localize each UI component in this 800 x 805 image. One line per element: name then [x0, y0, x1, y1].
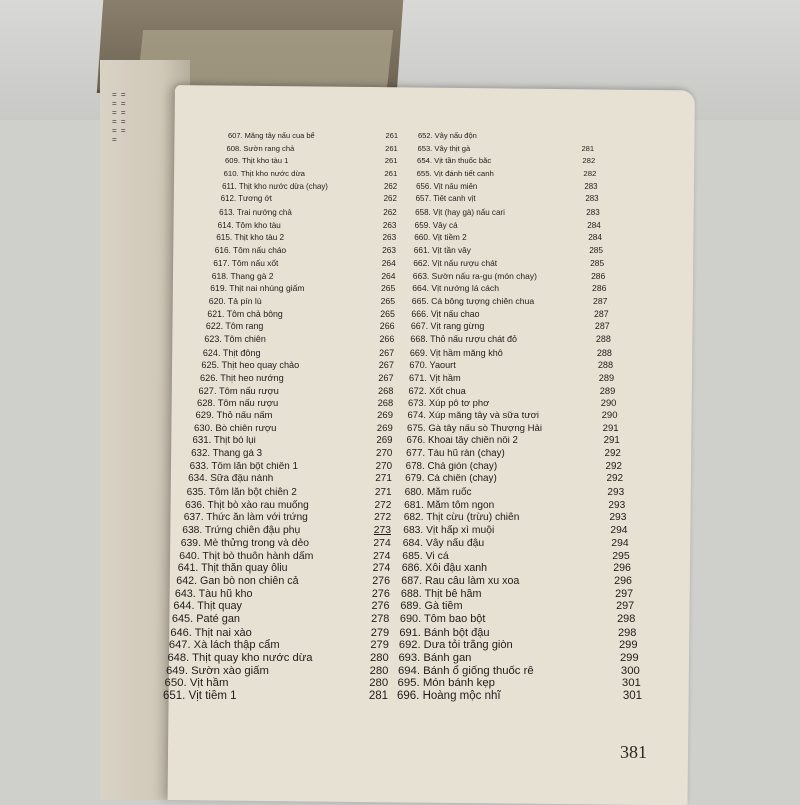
- index-entry: [416, 195, 599, 204]
- entry-title: 681. Mắm tôm ngon: [404, 499, 495, 511]
- index-entry: [401, 589, 633, 601]
- entry-title: 611. Thịt kho nước dừa (chay): [222, 182, 328, 191]
- entry-page: 291: [603, 435, 620, 447]
- entry-title: 659. Vây cá: [414, 220, 458, 230]
- index-entry: [406, 462, 622, 473]
- entry-page: 261: [384, 169, 398, 179]
- entry-page: 299: [618, 639, 638, 652]
- index-entry: [166, 665, 389, 677]
- entry-title: 650. Vịt hầm: [164, 677, 229, 690]
- index-entry: [415, 221, 601, 230]
- index-entry: [175, 589, 390, 601]
- entry-title: 663. Sườn nấu ra-gu (món chay): [412, 271, 537, 281]
- entry-title: 679. Cá chiên (chay): [405, 474, 497, 485]
- index-entry: [219, 208, 397, 217]
- index-entry: [200, 373, 394, 383]
- entry-title: 664. Vịt nướng lá cách: [412, 284, 499, 294]
- index-entry: [196, 411, 394, 422]
- index-entry: [218, 221, 397, 230]
- entry-page: 272: [374, 499, 392, 511]
- entry-page: 294: [610, 525, 628, 537]
- entry-title: 635. Tôm lăn bột chiên 2: [186, 487, 297, 499]
- entry-title: 683. Vịt hấp xì muội: [403, 525, 495, 537]
- entry-title: 666. Vịt nấu chao: [411, 309, 480, 319]
- index-entry: [185, 500, 391, 511]
- entry-title: 656. Vịt nấu miến: [416, 182, 478, 191]
- index-entry: [397, 690, 642, 703]
- entry-title: 660. Vịt tiềm 2: [414, 233, 467, 243]
- index-entry: [399, 627, 636, 639]
- entry-title: 653. Vây thịt gà: [417, 144, 471, 153]
- index-entry: [406, 449, 621, 460]
- index-entry: [170, 627, 389, 639]
- entry-title: 696. Hoàng mộc nhĩ: [397, 690, 501, 702]
- entry-title: 687. Rau câu làm xu xoa: [401, 575, 520, 587]
- entry-title: 686. Xôi đậu xanh: [401, 563, 488, 575]
- index-entry: [210, 284, 395, 294]
- entry-page: 266: [379, 333, 395, 344]
- entry-title: 655. Vịt đánh tiết canh: [416, 170, 494, 179]
- entry-page: 267: [378, 372, 394, 383]
- index-entry: [182, 525, 391, 536]
- entry-title: 676. Khoai tây chiên nổi 2: [406, 436, 518, 447]
- entry-title: 695. Món bánh kẹp: [397, 677, 496, 690]
- index-entry: [415, 208, 600, 217]
- index-entry: [173, 601, 389, 613]
- index-entry: [222, 183, 397, 192]
- entry-page: 296: [614, 574, 632, 587]
- index-entry: [194, 424, 393, 435]
- entry-page: 274: [372, 549, 391, 562]
- index-entry: [417, 170, 597, 179]
- entry-title: 608. Sườn rang chả: [226, 144, 295, 153]
- index-entry: [228, 132, 398, 141]
- entry-title: 616. Tôm nấu cháo: [214, 246, 287, 256]
- entry-title: 613. Trai nướng chả: [219, 208, 292, 218]
- entry-page: 271: [375, 473, 392, 485]
- index-entry: [409, 373, 614, 383]
- entry-title: 621. Tôm chả bông: [207, 309, 283, 319]
- entry-page: 286: [592, 283, 607, 294]
- entry-title: 648. Thịt quay kho nước dừa: [167, 651, 313, 664]
- index-entry: [167, 652, 388, 664]
- index-entry: [213, 259, 396, 268]
- entry-title: 627. Tôm nấu rượu: [198, 385, 279, 396]
- index-entry: [410, 335, 610, 345]
- entry-title: 675. Gà tây nấu sò Thượng Hải: [407, 423, 543, 434]
- entry-title: 682. Thịt cừu (trừu) chiên: [403, 512, 520, 524]
- entry-page: 263: [382, 220, 397, 230]
- entry-page: 276: [371, 600, 390, 613]
- entry-page: 269: [376, 435, 393, 447]
- entry-page: 281: [368, 690, 388, 702]
- entry-title: 651. Vịt tiềm 1: [163, 690, 237, 702]
- entry-page: 301: [622, 690, 642, 702]
- entry-page: 267: [379, 347, 395, 358]
- entry-title: 644. Thịt quay: [173, 601, 242, 613]
- entry-page: 261: [385, 143, 398, 153]
- entry-title: 615. Thịt kho tàu 2: [216, 233, 285, 243]
- entry-title: 625. Thịt heo quay chảo: [201, 360, 300, 371]
- entry-title: 640. Thịt bò thuôn hành dấm: [179, 550, 314, 562]
- entry-page: 282: [582, 156, 596, 166]
- entry-page: 273: [373, 525, 391, 537]
- entry-page: [563, 132, 593, 141]
- index-entry: [408, 398, 616, 408]
- entry-page: 274: [373, 537, 391, 549]
- entry-title: 668. Thỏ nấu rượu chát đỏ: [410, 334, 517, 344]
- entry-page: 295: [612, 549, 630, 562]
- entry-page: 268: [377, 385, 394, 396]
- index-entry: [191, 449, 392, 460]
- index-entry: [413, 259, 604, 268]
- entry-title: 690. Tôm bao bột: [399, 613, 486, 625]
- gutter-text-marks: = = = = = = = = = = =: [112, 90, 127, 144]
- index-entry: [416, 183, 597, 192]
- index-entry: [411, 310, 608, 320]
- entry-page: 292: [605, 460, 622, 472]
- index-entry: [215, 246, 396, 255]
- entry-page: 262: [383, 181, 398, 191]
- entry-title: 637. Thức ăn làm với trứng: [183, 512, 308, 524]
- entry-title: 639. Mè thửng trong và dẻo: [180, 537, 309, 549]
- entry-page: 284: [588, 233, 602, 243]
- entry-title: 685. Vi cá: [402, 550, 449, 562]
- index-entry: [164, 677, 388, 689]
- entry-page: 294: [611, 537, 629, 549]
- entry-title: 692. Dưa tỏi trắng giòn: [398, 639, 513, 652]
- entry-title: 694. Bánh ổ giống thuốc rê: [397, 664, 534, 677]
- index-entry: [414, 246, 603, 255]
- entry-title: 672. Xốt chua: [408, 385, 466, 396]
- entry-page: 265: [380, 283, 396, 294]
- entry-title: 643. Tàu hũ kho: [174, 588, 253, 600]
- entry-title: 641. Thịt thăn quay ôliu: [177, 563, 288, 575]
- entry-title: 689. Gà tiềm: [400, 601, 463, 613]
- entry-page: 288: [595, 333, 611, 344]
- entry-page: 265: [380, 308, 395, 319]
- index-entry: [206, 322, 395, 332]
- index-entry: [193, 436, 393, 447]
- entry-title: 632. Thang gà 3: [191, 449, 263, 460]
- index-entry: [397, 677, 640, 689]
- index-entry: [413, 272, 606, 282]
- index-entry: [412, 297, 608, 307]
- entry-title: 618. Thang gà 2: [211, 271, 274, 281]
- entry-page: 278: [371, 612, 390, 625]
- entry-title: 678. Chả giòn (chay): [405, 461, 498, 472]
- index-entry: [209, 297, 395, 307]
- entry-page: 276: [372, 574, 391, 587]
- entry-title: 642. Gan bò non chiên cả: [176, 575, 299, 587]
- entry-title: 612. Tương ớt: [220, 195, 272, 204]
- entry-page: 269: [377, 410, 393, 421]
- entry-title: 619. Thịt nai nhúng giấm: [210, 284, 305, 294]
- entry-title: 657. Tiết canh vịt: [415, 195, 476, 204]
- entry-page: 288: [596, 347, 612, 358]
- index-entry: [198, 386, 393, 396]
- entry-page: 297: [616, 600, 635, 613]
- index-entry: [410, 348, 612, 358]
- entry-page: 298: [618, 626, 637, 639]
- index-entry: [403, 538, 629, 549]
- entry-title: 667. Vịt rang gừng: [410, 322, 485, 332]
- entry-title: 630. Bò chiên rượu: [194, 423, 277, 434]
- entry-title: 631. Thịt bò lụi: [192, 436, 256, 447]
- entry-page: 301: [621, 677, 641, 690]
- index-entry: [400, 601, 634, 613]
- index-entry: [187, 487, 392, 498]
- index-entry: [169, 639, 389, 651]
- entry-page: 292: [604, 448, 621, 460]
- entry-page: 280: [369, 664, 389, 677]
- entry-title: 684. Vây nấu đậu: [402, 537, 485, 549]
- index-entry: [411, 322, 610, 332]
- index-entry: [402, 551, 630, 563]
- entry-page: 262: [383, 194, 397, 204]
- entry-page: 298: [617, 612, 636, 625]
- entry-title: 620. Tả pín lù: [208, 296, 262, 306]
- entry-title: 649. Sườn xào giấm: [165, 664, 269, 677]
- index-entry: [407, 436, 620, 447]
- entry-title: 665. Cá bông tượng chiên chua: [411, 296, 535, 306]
- entry-page: 287: [593, 308, 609, 319]
- index-entry: [399, 639, 638, 651]
- entry-page: 282: [583, 169, 597, 179]
- entry-page: 271: [374, 487, 392, 499]
- index-entry: [408, 386, 615, 396]
- index-entry: [225, 157, 398, 166]
- entry-page: 279: [370, 639, 389, 652]
- entry-page: 264: [381, 270, 396, 281]
- index-entry: [408, 411, 618, 422]
- entry-title: 647. Xà lách thập cẩm: [168, 639, 280, 652]
- entry-page: 270: [376, 448, 393, 460]
- entry-page: 285: [589, 245, 604, 256]
- index-entry: [401, 576, 632, 588]
- index-entry: [212, 272, 396, 282]
- entry-title: 691. Bánh bột đậu: [399, 626, 490, 639]
- index-entry: [176, 576, 390, 588]
- index-entry: [227, 145, 398, 154]
- index-entry: [398, 652, 638, 664]
- index-entry: [179, 551, 390, 563]
- index-entry: [172, 614, 390, 626]
- entry-page: 293: [608, 499, 626, 511]
- entry-title: 673. Xúp pô tơ phơ: [407, 398, 490, 409]
- entry-page: 291: [602, 422, 619, 434]
- entry-title: 623. Tôm chiên: [204, 334, 266, 344]
- entry-title: 638. Trứng chiên đậu phụ: [182, 525, 301, 537]
- entry-title: 628. Tôm nấu rượu: [196, 398, 279, 409]
- entry-title: 634. Sữa đậu nành: [188, 474, 274, 485]
- entry-page: 279: [370, 626, 390, 639]
- index-entry: [216, 233, 396, 242]
- index-entry: [181, 538, 391, 549]
- entry-page: 262: [383, 208, 397, 218]
- entry-title: 626. Thịt heo nướng: [199, 372, 284, 383]
- index-entry: [412, 284, 606, 294]
- entry-title: 658. Vịt (hay gà) nấu cari: [415, 208, 505, 218]
- entry-page: 261: [384, 156, 398, 166]
- index-entry: [201, 360, 394, 370]
- index-entry: [402, 563, 631, 575]
- entry-page: 267: [378, 360, 394, 371]
- index-entry: [178, 563, 391, 575]
- entry-title: 693. Bánh gan: [398, 651, 472, 664]
- index-entry: [203, 348, 394, 358]
- entry-title: 661. Vịt tần vây: [413, 246, 471, 256]
- index-entry: [418, 132, 593, 141]
- entry-page: 287: [593, 295, 608, 306]
- index-entry: [400, 614, 635, 626]
- entry-title: 662. Vịt nấu rượu chát: [413, 258, 498, 268]
- entry-title: 669. Vịt hầm măng khô: [409, 347, 503, 358]
- entry-page: 264: [381, 257, 396, 268]
- index-entry: [207, 310, 395, 320]
- entry-title: 646. Thịt nai xào: [170, 626, 252, 639]
- entry-title: 671. Vịt hầm: [408, 372, 461, 383]
- entry-title: 607. Măng tây nấu cua bể: [228, 132, 315, 140]
- index-entry: [404, 512, 627, 523]
- entry-page: 290: [601, 410, 618, 421]
- index-entry: [190, 462, 393, 473]
- entry-page: 283: [584, 181, 598, 191]
- entry-page: 289: [598, 372, 615, 383]
- entry-page: 297: [615, 587, 634, 600]
- entry-page: 288: [597, 360, 614, 371]
- entry-page: 292: [606, 473, 624, 485]
- entry-page: 280: [369, 651, 389, 664]
- entry-page: 281: [581, 143, 595, 153]
- entry-title: 622. Tôm rang: [205, 322, 264, 332]
- index-entry: [224, 170, 398, 179]
- entry-title: 677. Tàu hũ rán (chay): [406, 449, 505, 460]
- entry-page: 270: [375, 460, 393, 472]
- entry-title: 609. Thịt kho tàu 1: [225, 157, 289, 166]
- entry-page: 265: [380, 295, 396, 306]
- entry-page: 276: [371, 587, 390, 600]
- entry-page: 269: [376, 422, 393, 434]
- entry-page: 299: [619, 651, 639, 664]
- entry-page: 289: [599, 385, 616, 396]
- entry-title: 688. Thịt bê hầm: [400, 588, 482, 600]
- index-entry: [418, 145, 595, 154]
- entry-title: 680. Mắm ruốc: [404, 487, 472, 499]
- index-entry: [204, 335, 394, 345]
- entry-page: 268: [377, 397, 394, 409]
- entry-title: 674. Xúp măng tây và sữa tươi: [407, 411, 539, 421]
- index-entry: [398, 665, 640, 677]
- entry-title: 654. Vịt tần thuốc bắc: [417, 157, 492, 166]
- entry-title: 614. Tôm kho tàu: [217, 220, 281, 230]
- index-entry: [188, 474, 392, 485]
- index-entry: [414, 233, 602, 242]
- entry-page: 300: [620, 664, 640, 677]
- index-entry: [163, 690, 388, 703]
- index-entry: [417, 157, 595, 166]
- entry-title: 624. Thịt đông: [202, 347, 261, 358]
- entry-title: 617. Tôm nấu xốt: [213, 258, 279, 268]
- entry-title: 670. Yaourt: [409, 360, 456, 371]
- entry-page: 293: [607, 487, 625, 499]
- index-entry: [405, 487, 625, 498]
- entry-page: 283: [586, 208, 600, 218]
- index-entry: [197, 398, 393, 408]
- entry-title: 645. Paté gan: [171, 613, 240, 625]
- index-entry: [404, 500, 625, 511]
- entry-page: 263: [382, 233, 397, 243]
- index-entry: [221, 195, 397, 204]
- index-entry: [405, 474, 623, 485]
- entry-page: 261: [385, 131, 398, 140]
- entry-page: 286: [591, 270, 606, 281]
- index-entry: [409, 360, 613, 370]
- entry-title: 652. Vây nấu độn: [418, 132, 477, 140]
- entry-page: 290: [600, 397, 617, 409]
- entry-title: 629. Thỏ nấu nấm: [195, 411, 273, 421]
- entry-page: 272: [374, 512, 392, 524]
- entry-page: 266: [379, 321, 395, 332]
- entry-page: 274: [372, 562, 391, 575]
- entry-page: 263: [382, 245, 396, 256]
- index-entry: [403, 525, 627, 536]
- entry-page: 283: [585, 194, 599, 204]
- entry-page: 293: [609, 512, 627, 524]
- entry-page: 287: [594, 321, 610, 332]
- index-entry: [184, 512, 392, 523]
- entry-page: 284: [587, 220, 601, 230]
- entry-title: 610. Thịt kho nước dừa: [223, 170, 305, 179]
- entry-page: 296: [613, 562, 631, 575]
- entry-page: 280: [369, 677, 389, 690]
- index-entry: [407, 424, 619, 435]
- entry-title: 633. Tôm lăn bột chiên 1: [189, 461, 298, 472]
- entry-title: 636. Thịt bò xào rau muống: [185, 499, 309, 511]
- entry-page: 285: [590, 257, 605, 268]
- page-number: 381: [620, 742, 647, 762]
